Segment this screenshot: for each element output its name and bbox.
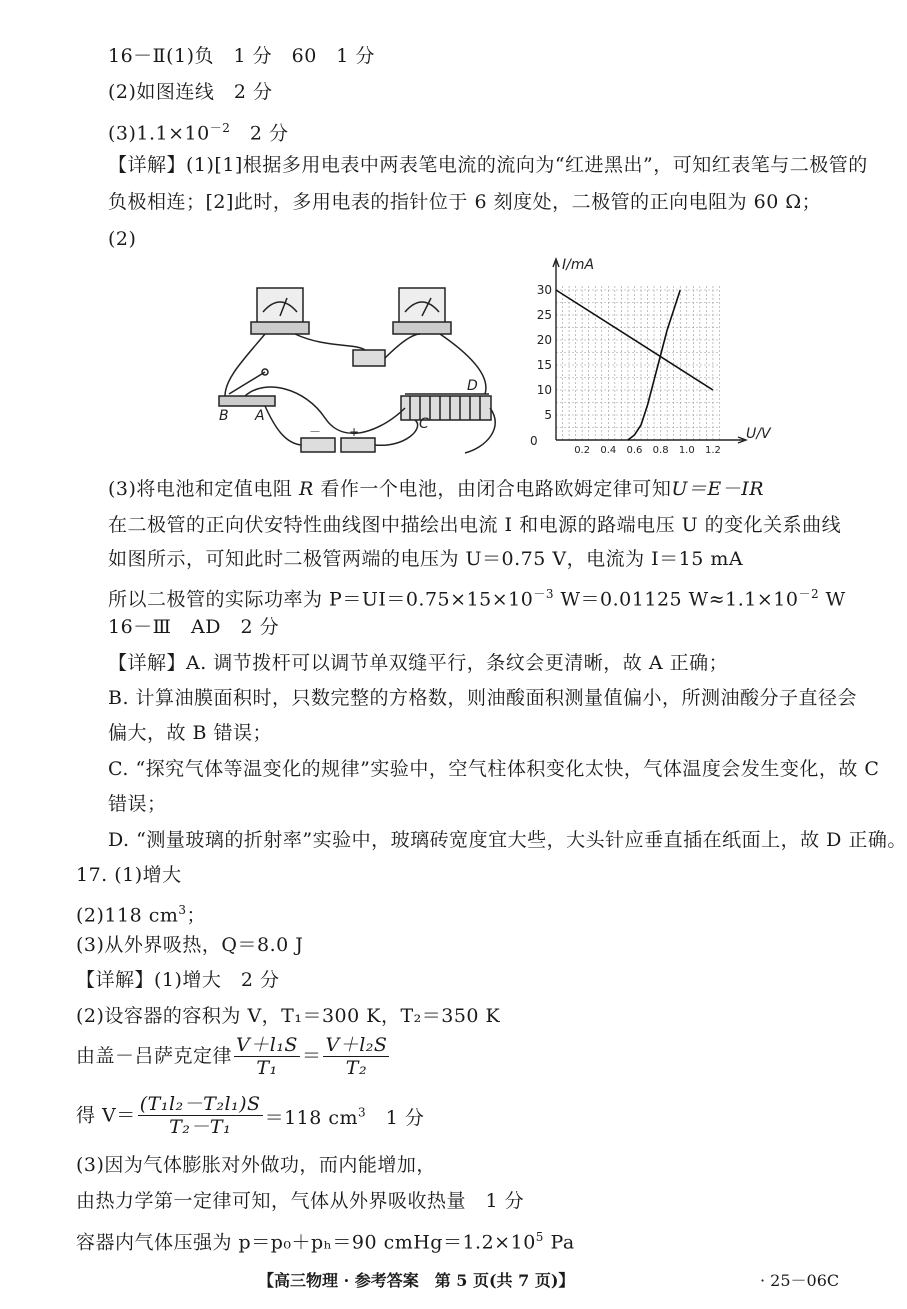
detail-16-3-a: 【详解】A. 调节拨杆可以调节单双缝平行，条纹会更清晰，故 A 正确；: [108, 652, 729, 674]
detail-16-2-line2: 负极相连；[2]此时，多用电表的指针位于 6 刻度处，二极管的正向电阻为 60 Ω；: [108, 191, 822, 213]
volume-equation: 得 V＝ $\frac{\text{(T₁l₂－T₂l₁)S}}{\text{T₂－T₁}}$ ＝118 $cm^3$ 1 分: [76, 1093, 425, 1139]
y-tick-label: 25: [536, 308, 552, 322]
y-tick-label: 15: [536, 358, 552, 372]
detail-17-3a: (3)因为气体膨胀对外做功，而内能增加，: [76, 1154, 436, 1176]
gay-lussac-equation: 由盖－吕萨克定律 $\frac{\text{V＋l₁S}}{\text{T₁}}$ ＝ $\frac{\text{V＋l₂S}}{\text{T₂}}$: [76, 1033, 388, 1079]
detail-16-3-d: D. “测量玻璃的折射率”实验中，玻璃砖宽度宜大些，大头针应垂直插在纸面上，故 D 正确。: [108, 829, 907, 851]
battery-plus: +: [349, 425, 360, 439]
terminal-label-b: B: [219, 408, 229, 424]
answer-16-3: 16－Ⅲ AD 2 分: [108, 616, 280, 638]
x-tick-label: 0.6: [626, 445, 643, 456]
answer-17-3: (3)从外界吸热，Q＝8.0 J: [76, 934, 304, 956]
detail-16-3-b1: B. 计算油膜面积时，只数完整的方格数，则油酸面积测量值偏小，所测油酸分子直径会: [108, 687, 858, 709]
answer-17-2: (2)118 $cm^3$；: [76, 903, 207, 927]
part3-line4: 所以二极管的实际功率为 $P=UI=0.75\times 15\times 10^{-3}$ W＝0.01125 $W\approx 1.1\times 10^{-2}$ W: [108, 587, 846, 611]
battery-minus: －: [309, 425, 322, 439]
detail-17-2: (2)设容器的容积为 V，T₁＝300 K，T₂＝350 K: [76, 1005, 501, 1027]
detail-16-2-line1: 【详解】(1)[1]根据多用电表中两表笔电流的流向为“红进黑出”，可知红表笔与二极管的: [108, 154, 868, 176]
part-2-label: (2): [108, 228, 137, 250]
x-tick-label: 0.4: [600, 445, 617, 456]
doc-code: · 25－06C: [760, 1271, 840, 1290]
x-tick-label: 1.2: [704, 445, 721, 456]
part3-line1: (3)将电池和定值电阻 R 看作一个电池，由闭合电路欧姆定律可知U＝E－IR: [108, 478, 765, 500]
y-tick-label: 5: [544, 408, 552, 422]
detail-16-3-c1: C. “探究气体等温变化的规律”实验中，空气柱体积变化太快，气体温度会发生变化，故 C: [108, 758, 880, 780]
y-tick-label: 20: [536, 333, 552, 347]
y-tick-label: 30: [536, 283, 552, 297]
detail-17-3c: 容器内气体压强为 p＝p₀＋pₕ＝90 $cmHg=1.2\times 10^5$ Pa: [76, 1230, 575, 1254]
iu-chart: [528, 255, 771, 460]
x-axis-label: U/V: [746, 426, 771, 442]
origin-label: 0: [530, 434, 538, 448]
part3-line2: 在二极管的正向伏安特性曲线图中描绘出电流 I 和电源的路端电压 U 的变化关系曲线: [108, 514, 842, 536]
answer-16-2-line1: 16－Ⅱ(1)负 1 分 60 1 分: [108, 45, 375, 67]
terminal-label-c: C: [419, 416, 429, 432]
circuit-diagram: [205, 278, 505, 468]
y-tick-label: 10: [536, 383, 552, 397]
y-axis-label: I/mA: [562, 257, 595, 273]
terminal-label-a: A: [255, 408, 265, 424]
x-tick-label: 1.0: [678, 445, 695, 456]
terminal-label-d: D: [467, 378, 478, 394]
x-tick-label: 0.8: [652, 445, 669, 456]
answer-16-2-line2: (2)如图连线 2 分: [108, 81, 273, 103]
detail-16-3-c2: 错误；: [108, 793, 167, 815]
detail-17-1: 【详解】(1)增大 2 分: [76, 969, 280, 991]
detail-17-3b: 由热力学第一定律可知，气体从外界吸收热量 1 分: [76, 1190, 525, 1212]
page-footer: 【高三物理 · 参考答案 第 5 页(共 7 页)】: [258, 1271, 575, 1290]
answer-17-1: 17. (1)增大: [76, 864, 182, 886]
x-tick-label: 0.2: [574, 445, 591, 456]
part3-line3: 如图所示，可知此时二极管两端的电压为 U＝0.75 V，电流为 I＝15 mA: [108, 548, 744, 570]
answer-16-2-line3: $(3)1.1\times 10^{-2}$ 2 分: [108, 121, 289, 145]
detail-16-3-b2: 偏大，故 B 错误；: [108, 722, 273, 744]
